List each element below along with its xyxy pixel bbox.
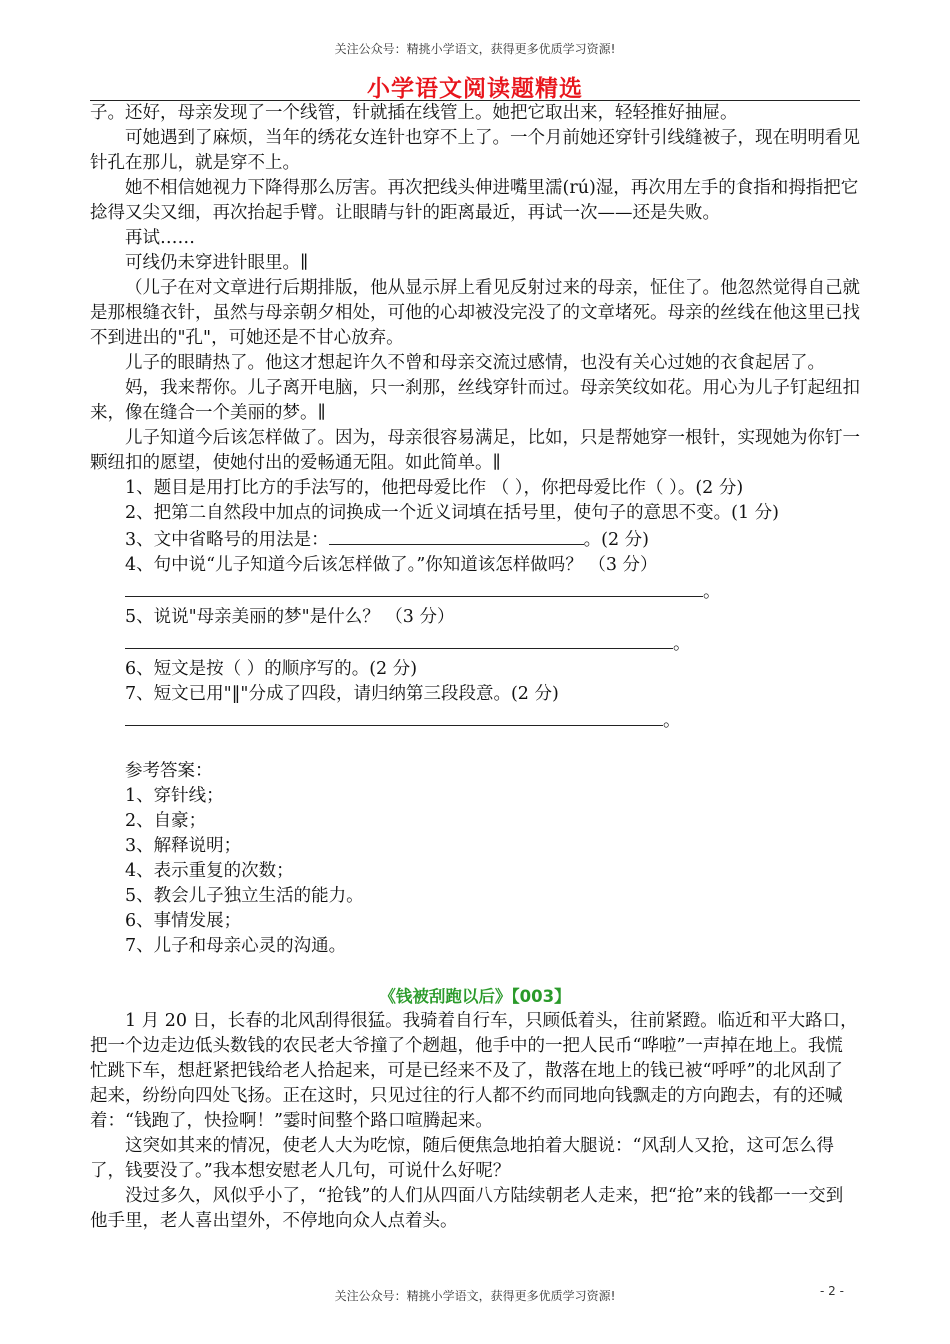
answer-line-5 [90, 630, 860, 657]
section-paragraph: 没过多久，风似乎小了，“抢钱”的人们从四面八方陆续朝老人走来，把“抢”来的钱都一一交到他手里，老人喜出望外，不停地向众人点着头。 [90, 1186, 844, 1231]
answer-blank[interactable] [329, 526, 584, 545]
question-3-score: 。(2 分) [583, 530, 649, 550]
page-title: 小学语文阅读题精选 [367, 76, 583, 102]
section-paragraph: 1 月 20 日，长春的北风刮得很猛。我骑着自行车，只顾低着头，往前紧蹬。临近和平大路口，把一个边走边低头数钱的农民老大爷撞了个趔趄，他手中的一把人民币“哗啦”一声掉在地上。我慌忙跳下车，想赶紧把钱给老人拾起来，可是已经来不及了，散落在地上的钱已被“呼呼”的北风刮了起来，纷纷向四处飞扬。正在这时，只见过往的行人都不约而同地向钱飘走的方向跑去，有的还喊着：“钱跑了，快捡啊！”霎时间整个路口喧腾起来。 [90, 1011, 858, 1131]
spacer [90, 734, 860, 759]
document-body [90, 101, 860, 1234]
answer-line-end: 。 [663, 711, 681, 731]
passage-paragraph: 儿子的眼睛热了。他这才想起许久不曾和母亲交流过感情，也没有关心过她的衣食起居了。 [125, 353, 825, 373]
footer-notice: 关注公众号：精挑小学语文，获得更多优质学习资源! [334, 1289, 616, 1303]
question-6: 6、短文是按（ ）的顺序写的。(2 分) [125, 659, 418, 679]
answer-line-end: 。 [673, 634, 691, 654]
spacer [90, 959, 860, 984]
passage-paragraph: （儿子在对文章进行后期排版，他从显示屏上看见反射过来的母亲，怔住了。他忽然觉得自己就是那根缝衣针，虽然与母亲朝夕相处，可他的心却被没完没了的文章堵死。母亲的丝线在他这里已找不到进出的"孔"，可她还是不甘心放弃。 [90, 278, 860, 348]
question-4: 4、句中说“儿子知道今后该怎样做了。”你知道该怎样做吗？ （3 分） [125, 555, 658, 575]
section-title: 《钱被刮跑以后》【003】 [379, 987, 571, 1006]
question-2: 2、把第二自然段中加点的词换成一个近义词填在括号里，使句子的意思不变。(1 分) [125, 503, 779, 523]
answer-item: 7、儿子和母亲心灵的沟通。 [125, 936, 347, 956]
passage-paragraph: 子。还好，母亲发现了一个线管，针就插在线管上。她把它取出来，轻轻推好抽屉。 [90, 103, 738, 123]
answer-item: 4、表示重复的次数； [125, 861, 294, 881]
passage-paragraph: 她不相信她视力下降得那么厉害。再次把线头伸进嘴里濡(rú)湿，再次用左手的食指和拇指把它捻得又尖又细，再次抬起手臂。让眼睛与针的距离最近，再试一次——还是失败。 [90, 178, 859, 223]
question-3-text: 3、文中省略号的用法是： [125, 530, 329, 550]
page-number: - 2 - [820, 1284, 844, 1298]
question-1: 1、题目是用打比方的手法写的，他把母爱比作 （ ），你把母爱比作（ ）。(2 分) [125, 478, 744, 498]
answer-item: 2、自豪； [125, 811, 207, 831]
answer-line-7 [90, 707, 860, 734]
answer-blank[interactable] [125, 707, 663, 726]
section-paragraph: 这突如其来的情况，使老人大为吃惊，随后便焦急地拍着大腿说：“风刮人又抢，这可怎么得了，钱要没了。”我本想安慰老人几句，可说什么好呢？ [90, 1136, 834, 1181]
header-notice: 关注公众号：精挑小学语文，获得更多优质学习资源! [334, 42, 616, 56]
answer-line-end: 。 [703, 582, 721, 602]
question-7: 7、短文已用"‖"分成了四段，请归纳第三段段意。(2 分) [125, 684, 559, 704]
answer-item: 6、事情发展； [125, 911, 242, 931]
passage-paragraph: 妈，我来帮你。儿子离开电脑，只一刹那，丝线穿针而过。母亲笑纹如花。用心为儿子钉起纽扣来，像在缝合一个美丽的梦。∥ [90, 378, 860, 423]
answer-item: 1、穿针线； [125, 786, 224, 806]
question-5: 5、说说"母亲美丽的梦"是什么？ （3 分） [125, 607, 455, 627]
passage-paragraph: 可她遇到了麻烦，当年的绣花女连针也穿不上了。一个月前她还穿针引线缝被子，现在明明看见针孔在那儿，就是穿不上。 [90, 128, 860, 173]
answer-blank[interactable] [125, 630, 673, 649]
answer-blank[interactable] [125, 578, 703, 597]
answers-label: 参考答案： [125, 761, 213, 781]
answer-item: 5、教会儿子独立生活的能力。 [125, 886, 364, 906]
question-3 [90, 526, 860, 553]
answer-item: 3、解释说明； [125, 836, 242, 856]
passage-paragraph: 可线仍未穿进针眼里。∥ [125, 253, 309, 273]
passage-paragraph: 儿子知道今后该怎样做了。因为，母亲很容易满足，比如，只是帮她穿一根针，实现她为你钉一颗纽扣的愿望，使她付出的爱畅通无阻。如此简单。∥ [90, 428, 860, 473]
answer-line-4 [90, 578, 860, 605]
passage-paragraph: 再试…… [125, 228, 195, 248]
